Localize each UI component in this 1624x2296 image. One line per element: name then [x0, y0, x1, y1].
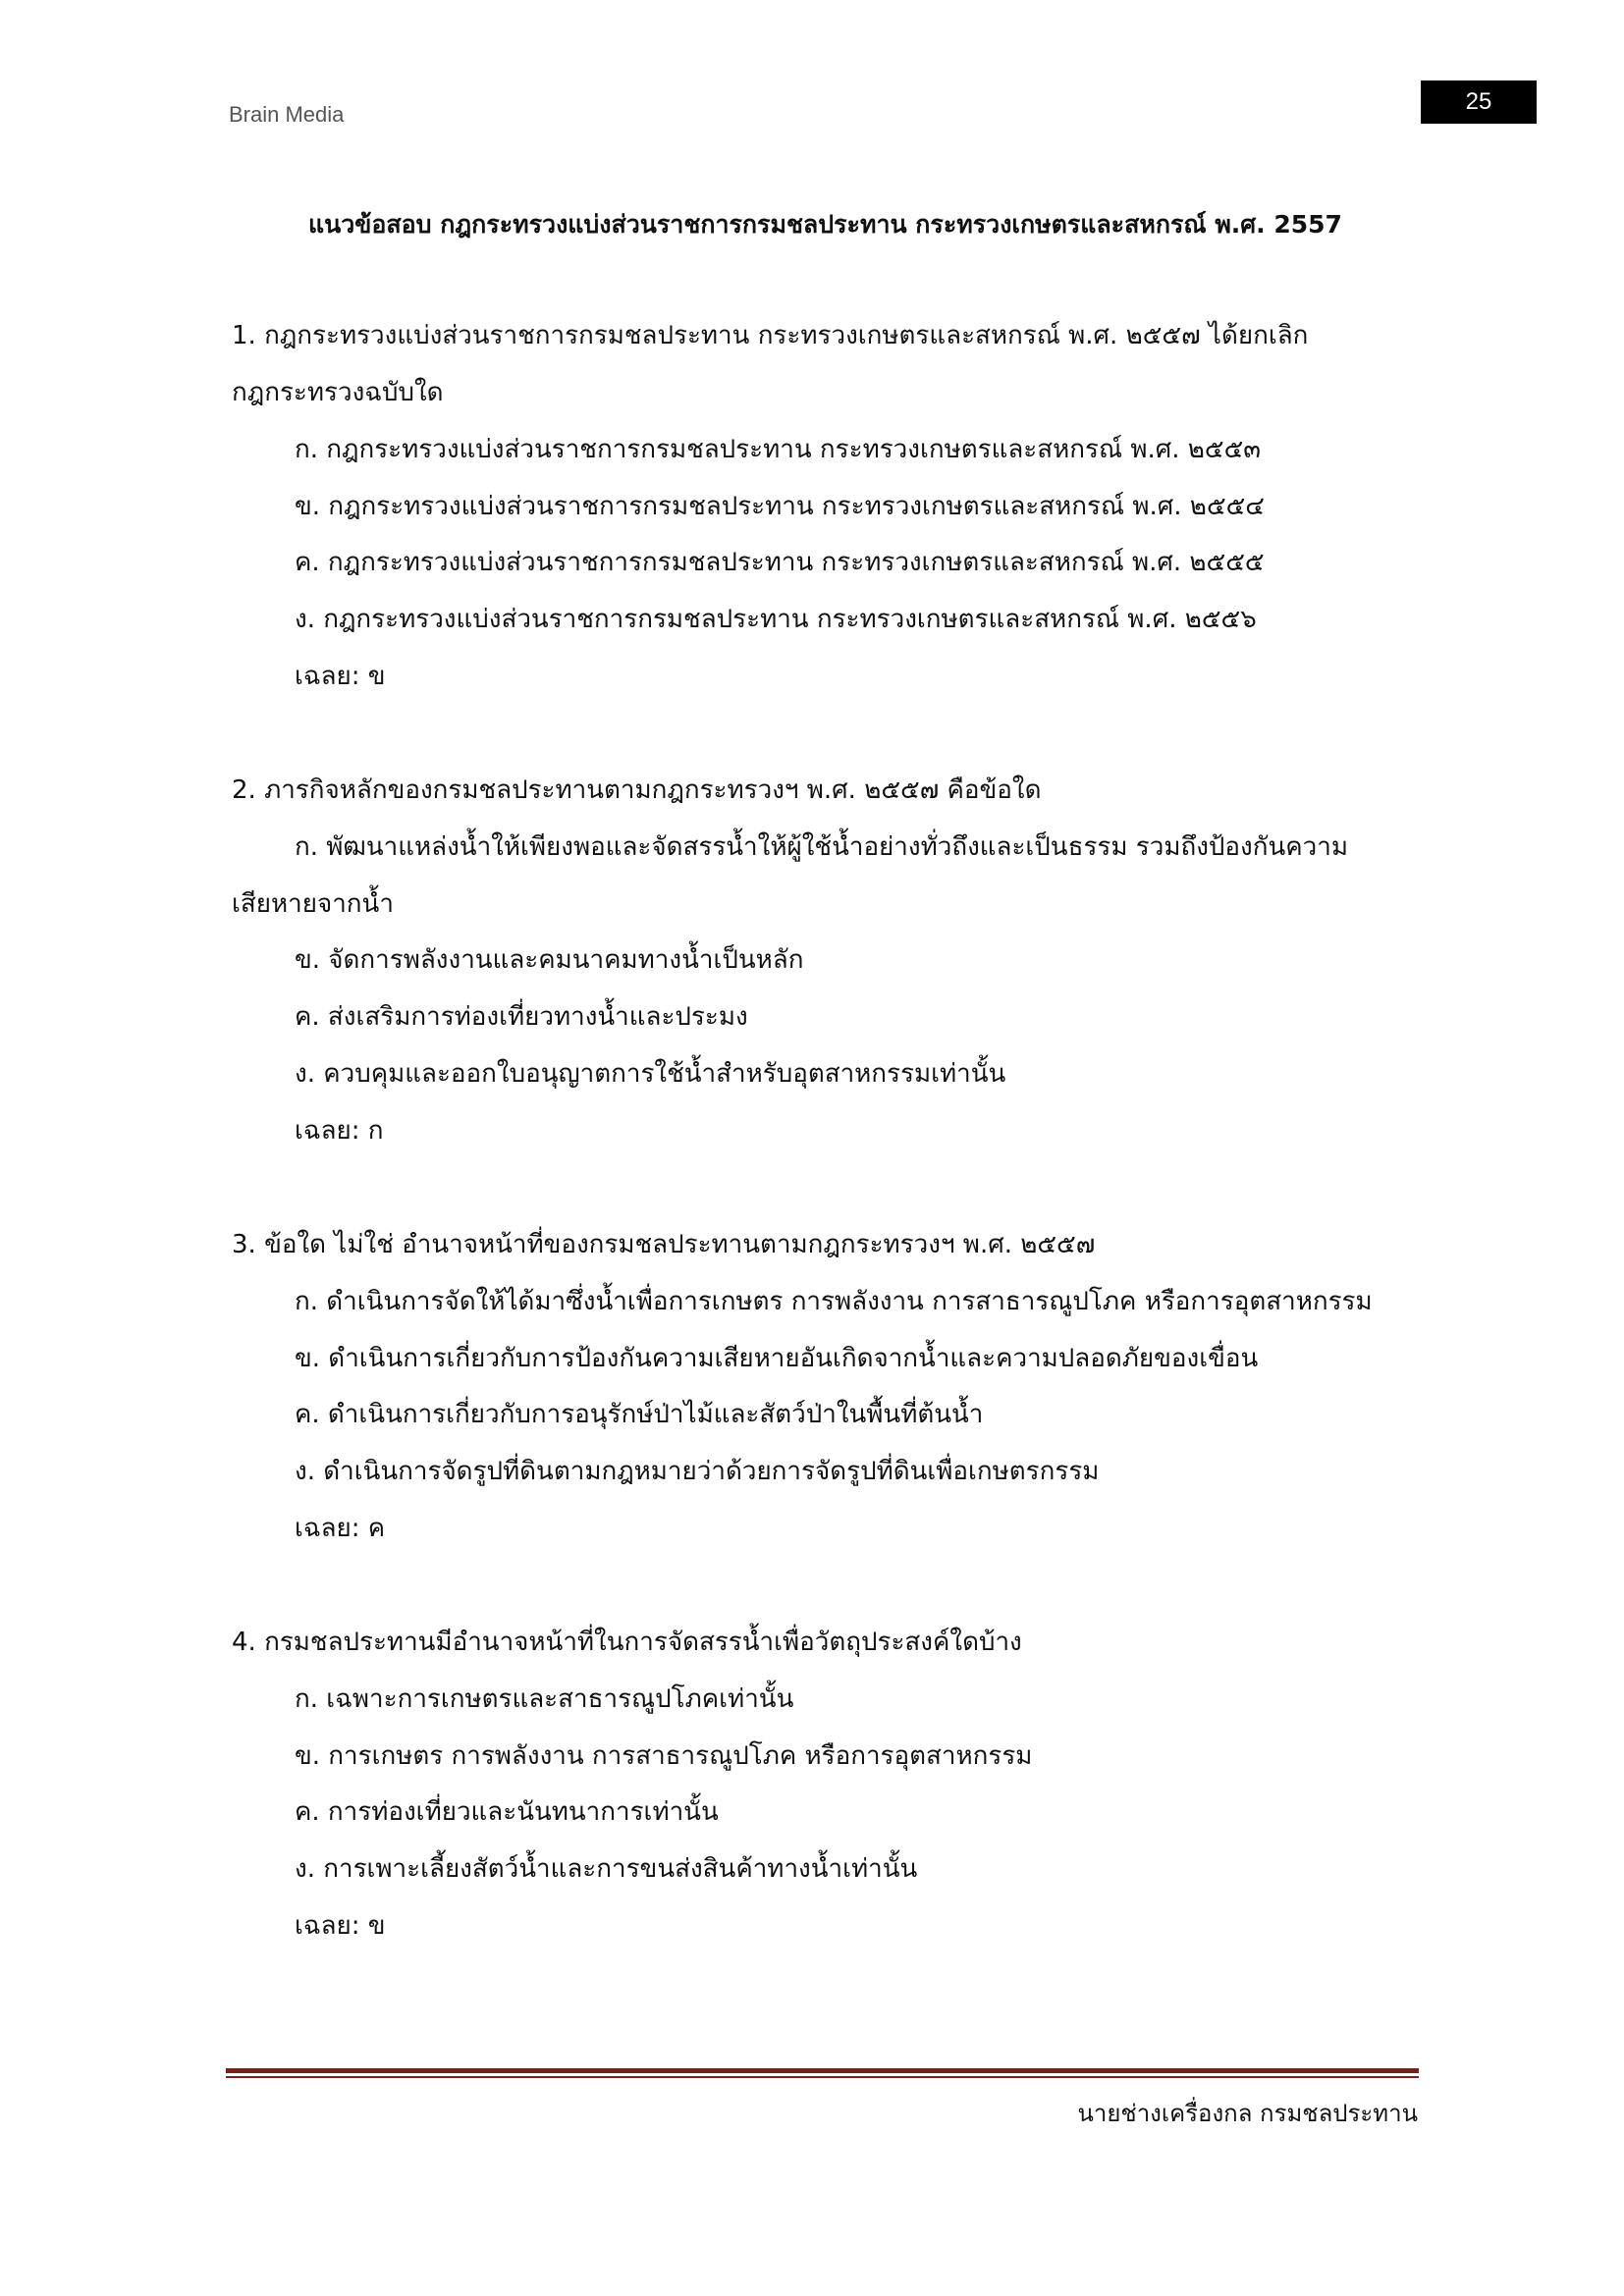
- question-2-option-c: ค. ส่งเสริมการท่องเที่ยวทางน้ำและประมง: [295, 1002, 748, 1032]
- question-3-stem: 3. ข้อใด ไม่ใช่ อำนาจหน้าที่ของกรมชลประทานตามกฎกระทรวงฯ พ.ศ. ๒๕๕๗: [232, 1230, 1096, 1259]
- question-3-option-a: ก. ดำเนินการจัดให้ได้มาซึ่งน้ำเพื่อการเกษตร การพลังงาน การสาธารณูปโภค หรือการอุตสาหกรรม: [295, 1287, 1373, 1316]
- question-2-option-a: ก. พัฒนาแหล่งน้ำให้เพียงพอและจัดสรรน้ำให้ผู้ใช้น้ำอย่างทั่วถึงและเป็นธรรม รวมถึงป้องกันความ: [295, 832, 1348, 862]
- question-2-option-b: ข. จัดการพลังงานและคมนาคมทางน้ำเป็นหลัก: [295, 945, 804, 975]
- page-number: 25: [1465, 88, 1492, 115]
- question-2-answer: เฉลย: ก: [295, 1116, 384, 1146]
- brand-label: Brain Media: [229, 102, 345, 127]
- question-3-option-d: ง. ดำเนินการจัดรูปที่ดินตามกฎหมายว่าด้วยการจัดรูปที่ดินเพื่อเกษตรกรรม: [295, 1457, 1100, 1486]
- question-1-option-d: ง. กฎกระทรวงแบ่งส่วนราชการกรมชลประทาน กระทรวงเกษตรและสหกรณ์ พ.ศ. ๒๕๕๖: [295, 605, 1257, 634]
- question-1-stem: 1. กฎกระทรวงแบ่งส่วนราชการกรมชลประทาน กระทรวงเกษตรและสหกรณ์ พ.ศ. ๒๕๕๗ ได้ยกเลิก: [232, 321, 1309, 350]
- question-4-option-b: ข. การเกษตร การพลังงาน การสาธารณูปโภค หรือการอุตสาหกรรม: [295, 1741, 1033, 1771]
- question-4-option-a: ก. เฉพาะการเกษตรและสาธารณูปโภคเท่านั้น: [295, 1684, 794, 1714]
- question-1-option-c: ค. กฎกระทรวงแบ่งส่วนราชการกรมชลประทาน กระทรวงเกษตรและสหกรณ์ พ.ศ. ๒๕๕๕: [295, 548, 1265, 577]
- question-1-option-b: ข. กฎกระทรวงแบ่งส่วนราชการกรมชลประทาน กระทรวงเกษตรและสหกรณ์ พ.ศ. ๒๕๕๔: [295, 492, 1265, 521]
- question-3-option-c: ค. ดำเนินการเกี่ยวกับการอนุรักษ์ป่าไม้และสัตว์ป่าในพื้นที่ต้นน้ำ: [295, 1400, 984, 1429]
- document-title: แนวข้อสอบ กฎกระทรวงแบ่งส่วนราชการกรมชลประทาน กระทรวงเกษตรและสหกรณ์ พ.ศ. 2557: [308, 210, 1342, 239]
- footer-label: นายช่างเครื่องกล กรมชลประทาน: [1077, 2100, 1418, 2127]
- question-2-option-a-continued: เสียหายจากน้ำ: [232, 889, 394, 919]
- question-4-option-d: ง. การเพาะเลี้ยงสัตว์น้ำและการขนส่งสินค้าทางน้ำเท่านั้น: [295, 1854, 918, 1884]
- footer-divider-thin: [226, 2076, 1419, 2078]
- question-3-option-b: ข. ดำเนินการเกี่ยวกับการป้องกันความเสียหายอันเกิดจากน้ำและความปลอดภัยของเขื่อน: [295, 1344, 1259, 1373]
- question-2-stem: 2. ภารกิจหลักของกรมชลประทานตามกฎกระทรวงฯ พ.ศ. ๒๕๕๗ คือข้อใด: [232, 775, 1042, 805]
- question-2-option-d: ง. ควบคุมและออกใบอนุญาตการใช้น้ำสำหรับอุตสาหกรรมเท่านั้น: [295, 1059, 1006, 1089]
- question-4-stem: 4. กรมชลประทานมีอำนาจหน้าที่ในการจัดสรรน้ำเพื่อวัตถุประสงค์ใดบ้าง: [232, 1628, 1022, 1657]
- page-number-badge: [1421, 80, 1537, 124]
- question-1-stem-continued: กฎกระทรวงฉบับใด: [232, 378, 444, 407]
- question-1-option-a: ก. กฎกระทรวงแบ่งส่วนราชการกรมชลประทาน กระทรวงเกษตรและสหกรณ์ พ.ศ. ๒๕๕๓: [295, 435, 1262, 464]
- question-4-answer: เฉลย: ข: [295, 1911, 386, 1941]
- question-1-answer: เฉลย: ข: [295, 662, 386, 691]
- footer-divider: [226, 2068, 1419, 2073]
- question-3-answer: เฉลย: ค: [295, 1514, 386, 1543]
- question-4-option-c: ค. การท่องเที่ยวและนันทนาการเท่านั้น: [295, 1797, 719, 1827]
